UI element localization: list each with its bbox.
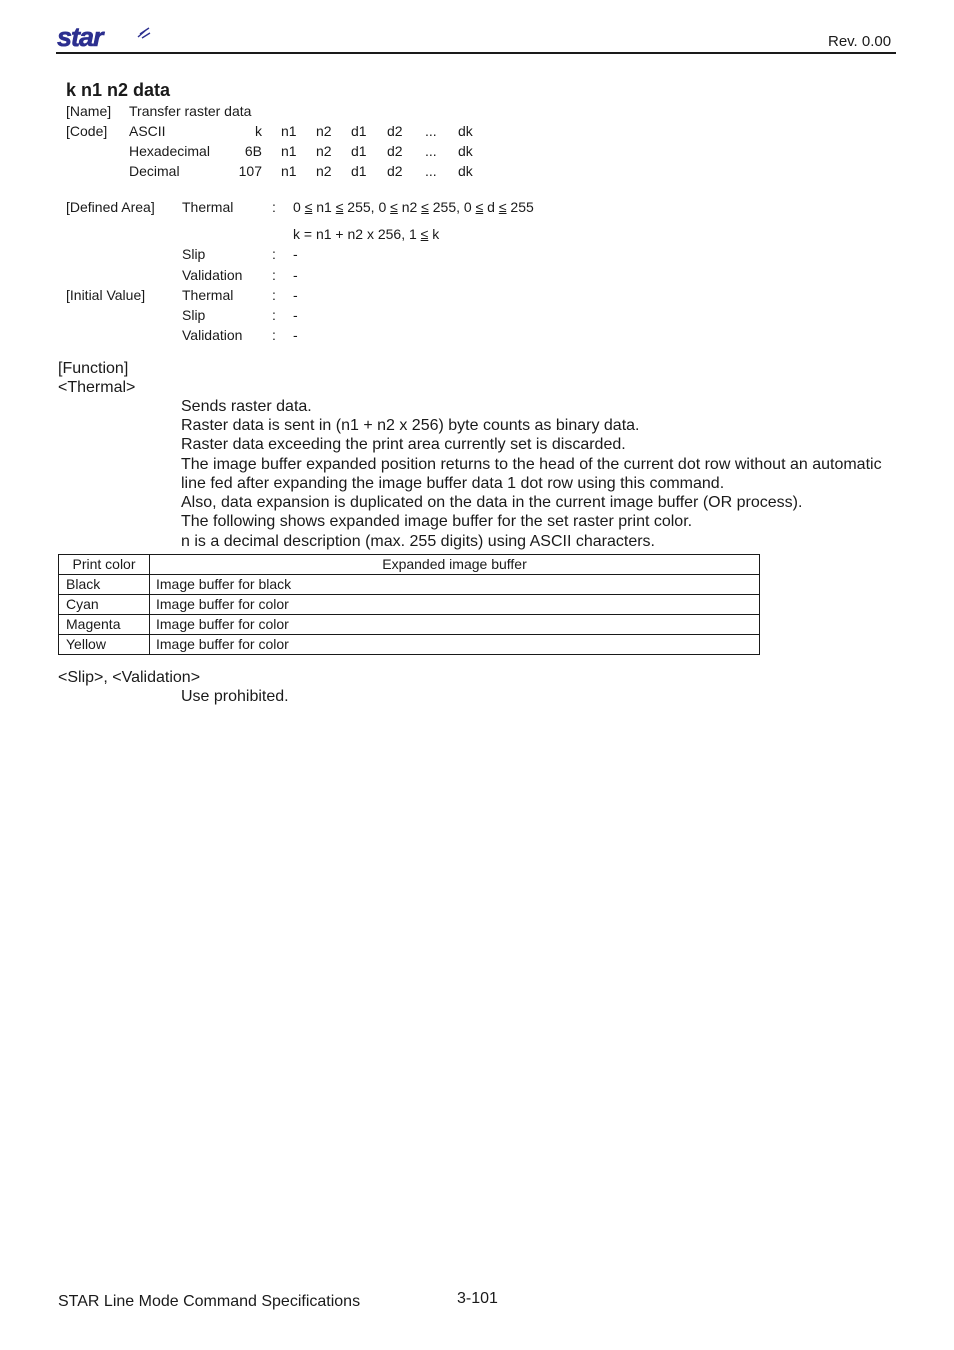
defined-validation-colon: :	[272, 267, 276, 283]
initial-value-label: [Initial Value]	[66, 287, 146, 303]
table-header-print-color: Print color	[59, 555, 150, 575]
name-value: Transfer raster data	[129, 103, 252, 119]
defined-slip-mode: Slip	[182, 246, 206, 262]
table-cell-buffer: Image buffer for color	[150, 595, 760, 615]
logo-text: star	[57, 24, 103, 52]
table-cell-buffer: Image buffer for black	[150, 575, 760, 595]
code-d2: d2	[387, 143, 403, 159]
function-line: Sends raster data.	[181, 398, 312, 415]
function-line: Raster data exceeding the print area currently set is discarded.	[181, 436, 626, 453]
footer-doc-title: STAR Line Mode Command Specifications	[58, 1293, 361, 1310]
header-rule	[56, 52, 896, 54]
function-line: The following shows expanded image buffer for the set raster print color.	[181, 513, 693, 530]
star-logo	[56, 24, 152, 52]
table-cell-color: Black	[59, 575, 150, 595]
table-cell-color: Magenta	[59, 615, 150, 635]
initial-thermal-colon: :	[272, 287, 276, 303]
defined-validation-mode: Validation	[182, 267, 243, 283]
table-row	[59, 635, 760, 655]
code-n1: n1	[281, 123, 297, 139]
code-dk: dk	[458, 163, 473, 179]
defined-thermal-k: k = n1 + n2 x 256, 1 ≤ k	[293, 226, 440, 242]
initial-thermal-mode: Thermal	[182, 287, 234, 303]
function-line: n is a decimal description (max. 255 digits) using ASCII characters.	[181, 533, 655, 550]
function-line: Raster data is sent in (n1 + n2 x 256) byte counts as binary data.	[181, 417, 640, 434]
code-n2: n2	[316, 163, 332, 179]
code-dots: ...	[425, 123, 437, 139]
code-type: ASCII	[129, 123, 166, 139]
defined-thermal-colon: :	[272, 199, 276, 215]
table-cell-buffer: Image buffer for color	[150, 615, 760, 635]
table-cell-color: Yellow	[59, 635, 150, 655]
table-cell-color: Cyan	[59, 595, 150, 615]
initial-slip-value: -	[293, 307, 298, 323]
code-d2: d2	[387, 163, 403, 179]
defined-thermal-mode: Thermal	[182, 199, 234, 215]
thermal-section-label: <Thermal>	[58, 379, 136, 396]
code-cmd: k	[255, 123, 262, 139]
defined-slip-colon: :	[272, 246, 276, 262]
logo-star-mark	[138, 28, 150, 38]
code-d1: d1	[351, 163, 367, 179]
table-row	[59, 575, 760, 595]
command-title: k n1 n2 data	[66, 80, 171, 100]
code-dk: dk	[458, 123, 473, 139]
code-n1: n1	[281, 143, 297, 159]
function-line: Also, data expansion is duplicated on the data in the current image buffer (OR process).	[181, 494, 803, 511]
code-n2: n2	[316, 143, 332, 159]
initial-validation-mode: Validation	[182, 327, 243, 343]
revision-label: Rev. 0.00	[828, 33, 892, 50]
code-d1: d1	[351, 143, 367, 159]
name-label: [Name]	[66, 103, 112, 119]
code-label: [Code]	[66, 123, 108, 139]
code-type: Decimal	[129, 163, 180, 179]
code-d2: d2	[387, 123, 403, 139]
image-buffer-table	[58, 554, 760, 655]
table-header-expanded-buffer: Expanded image buffer	[150, 555, 760, 575]
code-d1: d1	[351, 123, 367, 139]
defined-area-label: [Defined Area]	[66, 199, 155, 215]
table-row	[59, 615, 760, 635]
table-cell-buffer: Image buffer for color	[150, 635, 760, 655]
initial-validation-colon: :	[272, 327, 276, 343]
initial-slip-colon: :	[272, 307, 276, 323]
initial-validation-value: -	[293, 327, 298, 343]
code-n1: n1	[281, 163, 297, 179]
table-header-row	[59, 555, 760, 575]
function-line: line fed after expanding the image buffer data 1 dot row using this command.	[181, 475, 725, 492]
code-cmd: 107	[238, 163, 262, 179]
table-row	[59, 595, 760, 615]
initial-thermal-value: -	[293, 287, 298, 303]
defined-slip-value: -	[293, 246, 298, 262]
slip-validation-text: Use prohibited.	[181, 688, 289, 705]
code-type: Hexadecimal	[129, 143, 210, 159]
function-line: The image buffer expanded position returns to the head of the current dot row without an automatic	[181, 456, 882, 473]
code-cmd: 6B	[244, 143, 262, 159]
code-dots: ...	[425, 163, 437, 179]
initial-slip-mode: Slip	[182, 307, 206, 323]
code-n2: n2	[316, 123, 332, 139]
slip-validation-label: <Slip>, <Validation>	[58, 669, 201, 686]
function-label: [Function]	[58, 360, 129, 377]
defined-validation-value: -	[293, 267, 298, 283]
code-dots: ...	[425, 143, 437, 159]
page-number: 3-101	[457, 1290, 498, 1307]
code-dk: dk	[458, 143, 473, 159]
defined-thermal-range: 0 ≤ n1 ≤ 255, 0 ≤ n2 ≤ 255, 0 ≤ d ≤ 255	[293, 199, 534, 215]
